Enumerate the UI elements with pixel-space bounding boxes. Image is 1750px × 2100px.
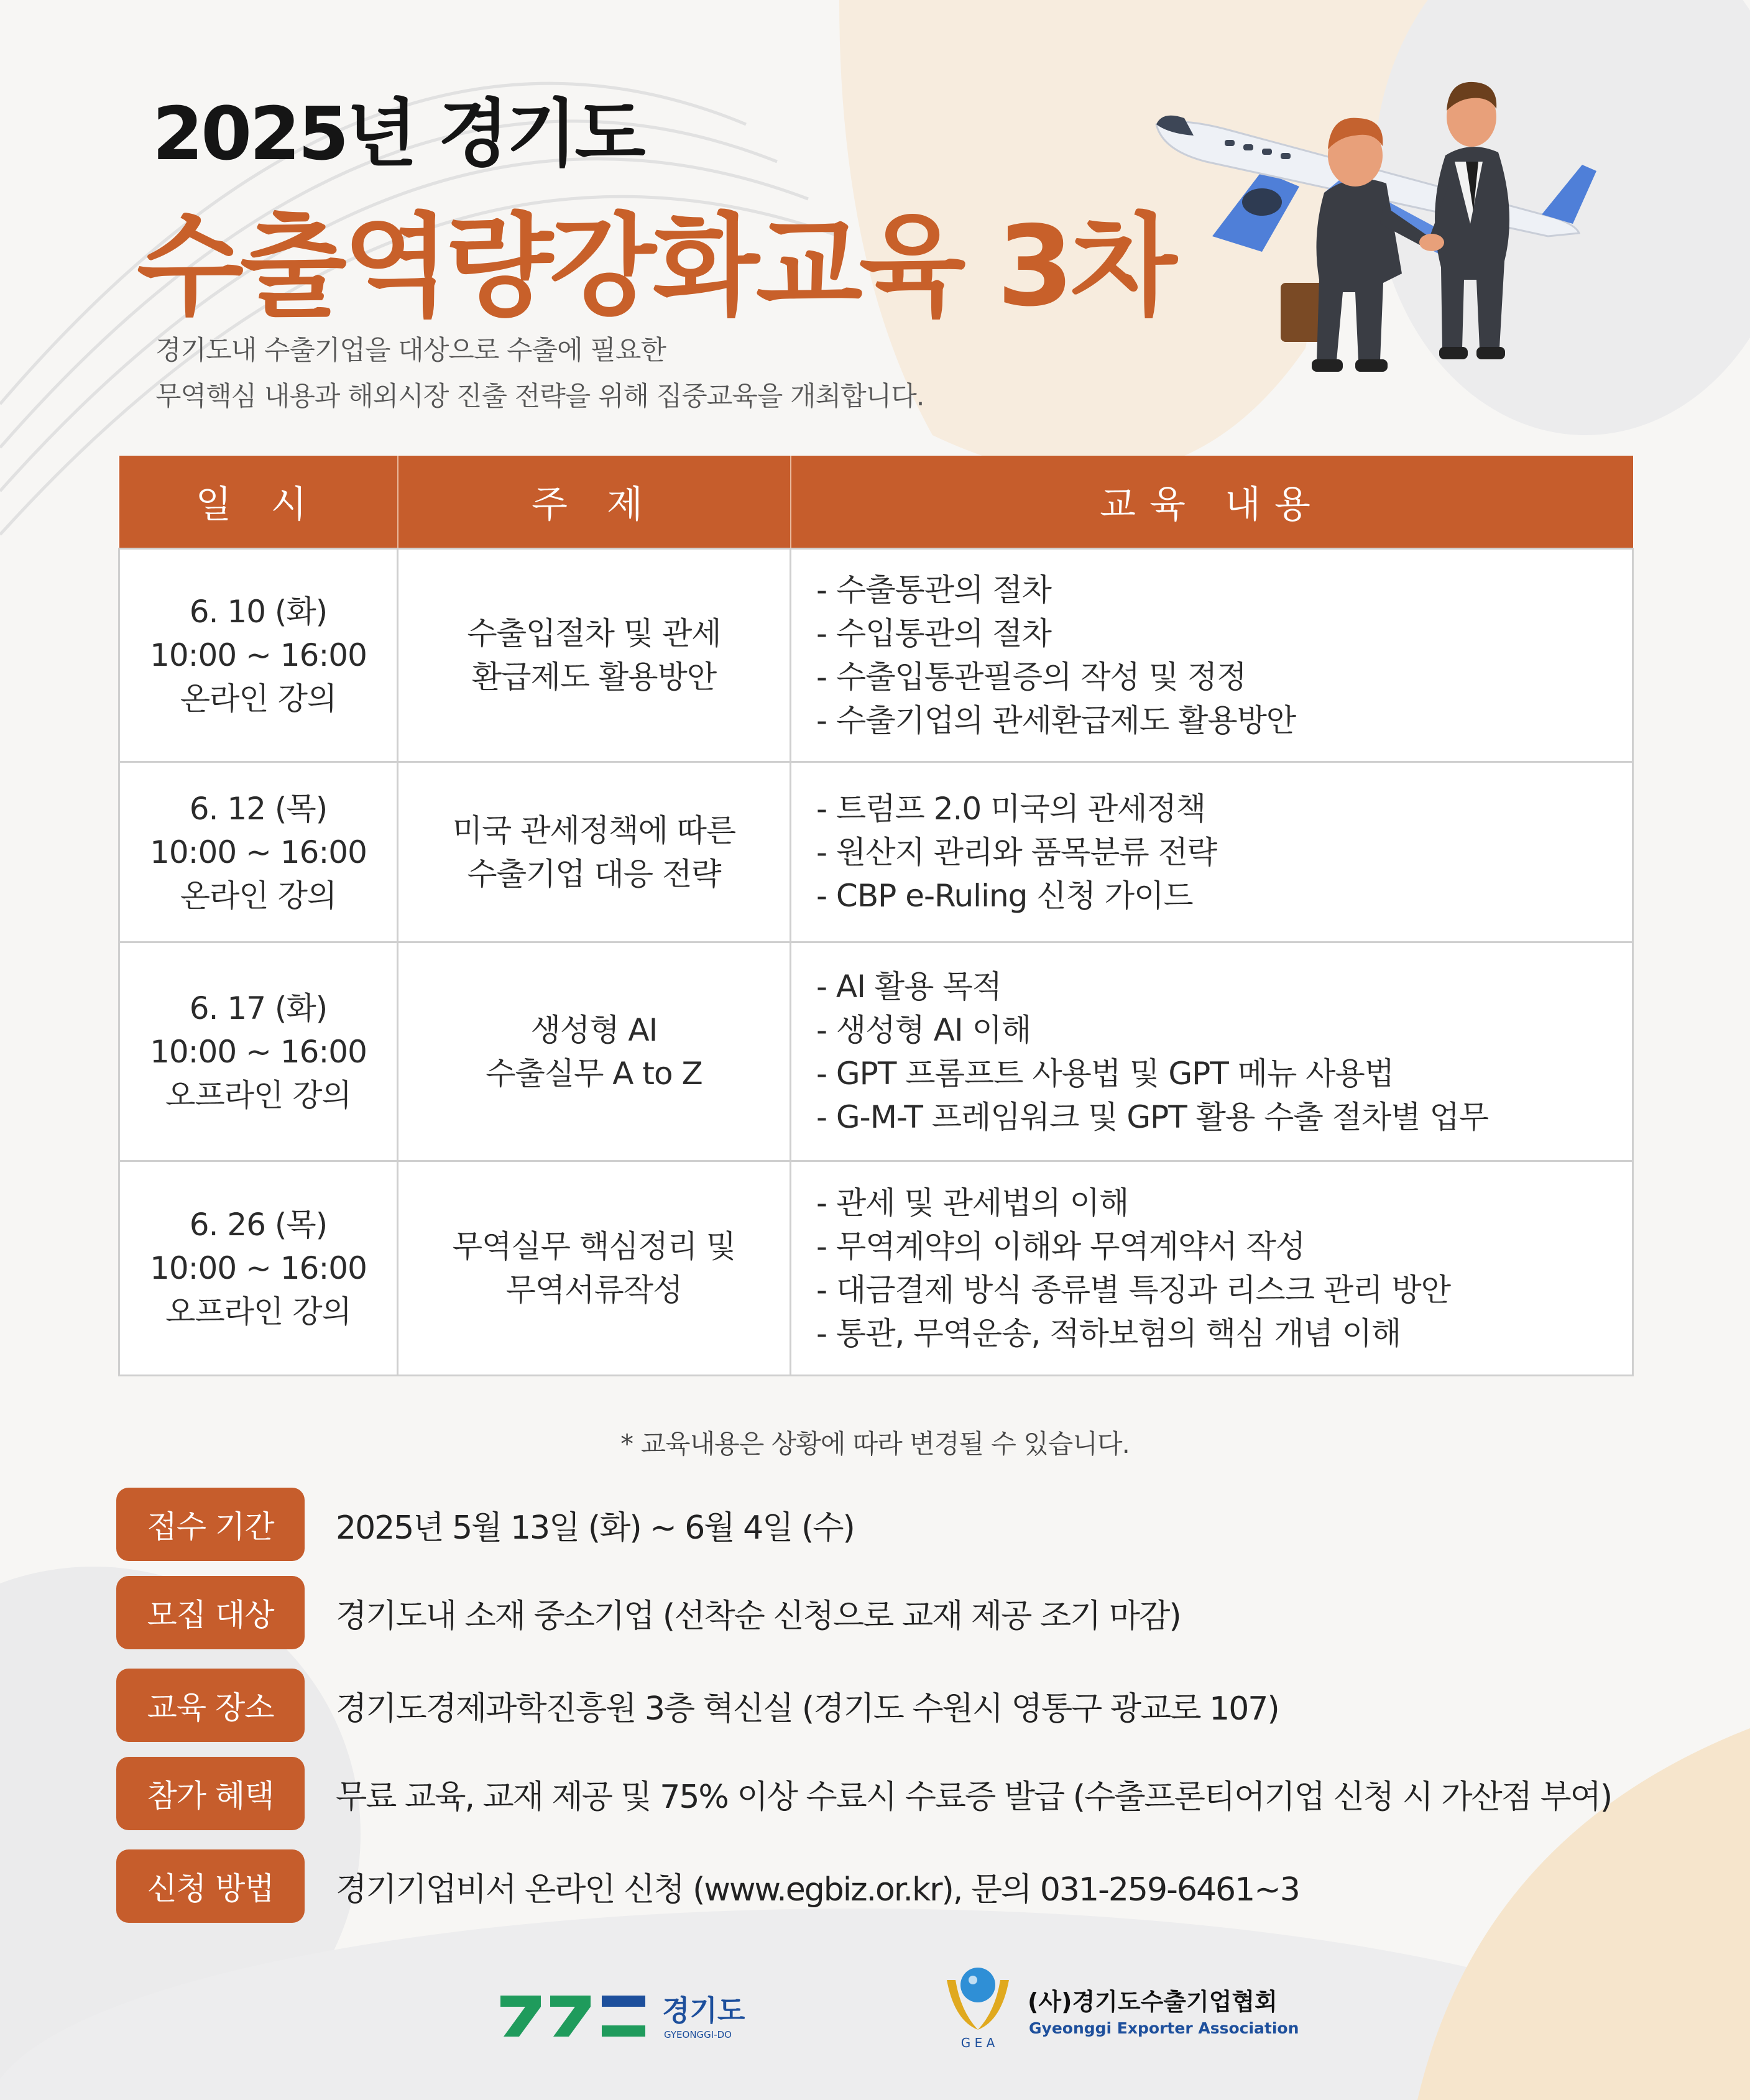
table-row (119, 1161, 1633, 1376)
content-item: - 생성형 AI 이해 (816, 1011, 1031, 1048)
topic-line: 무역실무 핵심정리 및 (452, 1228, 736, 1264)
info-value: 경기도내 소재 중소기업 (선착순 신청으로 교재 제공 조기 마감) (336, 1597, 1181, 1635)
info-row-registration-period (116, 1488, 854, 1561)
session-mode: 오프라인 강의 (165, 1077, 351, 1113)
content-item: - 관세 및 관세법의 이해 (816, 1185, 1129, 1221)
content-item: - CBP e-Ruling 신청 가이드 (816, 877, 1193, 914)
info-label-badge: 신청 방법 (116, 1849, 305, 1923)
content-item: - 트럼프 2.0 미국의 관세정책 (816, 790, 1206, 827)
gea-mark-text: G E A (960, 2035, 995, 2050)
content-item: - GPT 프롬프트 사용법 및 GPT 메뉴 사용법 (816, 1055, 1394, 1092)
info-value: 2025년 5월 13일 (화) ~ 6월 4일 (수) (336, 1509, 854, 1547)
info-row-benefits (116, 1757, 1611, 1830)
gyeonggi-logo-subtext: GYEONGGI-DO (664, 2029, 732, 2040)
column-header-topic: 주 제 (398, 456, 791, 549)
info-label-badge: 참가 혜택 (116, 1757, 305, 1830)
session-mode: 온라인 강의 (180, 681, 337, 717)
topic-line: 미국 관세정책에 따른 (452, 812, 736, 849)
session-date: 6. 17 (화) (189, 990, 328, 1026)
session-time: 10:00 ~ 16:00 (150, 1250, 367, 1286)
info-label-badge: 모집 대상 (116, 1576, 305, 1649)
info-row-location (116, 1669, 1279, 1742)
content-item: - AI 활용 목적 (816, 968, 1002, 1005)
intro-line-2: 무역핵심 내용과 해외시장 진출 전략을 위해 집중교육을 개최합니다. (155, 381, 924, 412)
content-item: - 수입통관의 절차 (816, 615, 1051, 652)
session-time: 10:00 ~ 16:00 (150, 834, 367, 870)
column-header-date: 일 시 (119, 456, 398, 549)
content-item: - 통관, 무역운송, 적하보험의 핵심 개념 이해 (816, 1315, 1401, 1352)
topic-line: 수출입절차 및 관세 (467, 615, 721, 652)
table-row (119, 942, 1633, 1161)
gea-logo-text: (사)경기도수출기업협회 (1028, 1988, 1278, 2015)
topic-line: 생성형 AI (530, 1011, 658, 1048)
session-mode: 온라인 강의 (180, 877, 337, 914)
schedule-date-cell (119, 1161, 398, 1376)
schedule-topic-cell (398, 549, 791, 762)
content-item: - 수출입통관필증의 작성 및 정정 (816, 659, 1246, 695)
topic-line: 환급제도 활용방안 (471, 659, 717, 695)
content-item: - G-M-T 프레임워크 및 GPT 활용 수출 절차별 업무 (816, 1098, 1489, 1135)
handshake-airplane-illustration (1119, 37, 1629, 392)
table-row (119, 762, 1633, 942)
table-header-row (119, 456, 1633, 549)
gyeonggi-do-logo (497, 1982, 783, 2044)
content-item: - 수출기업의 관세환급제도 활용방안 (816, 702, 1296, 739)
gyeonggi-logo-text: 경기도 (662, 1994, 745, 2027)
schedule-content-cell (791, 549, 1633, 762)
topic-line: 무역서류작성 (505, 1272, 683, 1308)
schedule-content-cell (791, 762, 1633, 942)
gea-logo-subtext: Gyeonggi Exporter Association (1029, 2019, 1299, 2037)
info-value: 경기기업비서 온라인 신청 (www.egbiz.or.kr), 문의 031-259-6461~3 (336, 1871, 1299, 1909)
schedule-date-cell (119, 762, 398, 942)
title-year-region: 2025년 경기도 (152, 91, 643, 177)
gea-association-logo (942, 1961, 1302, 2055)
info-value: 경기도경제과학진흥원 3층 혁신실 (경기도 수원시 영통구 광교로 107) (336, 1690, 1279, 1728)
schedule-topic-cell (398, 942, 791, 1161)
schedule-content-cell (791, 1161, 1633, 1376)
intro-line-1: 경기도내 수출기업을 대상으로 수출에 필요한 (155, 335, 666, 366)
session-time: 10:00 ~ 16:00 (150, 1033, 367, 1070)
schedule-table (118, 456, 1634, 1376)
session-time: 10:00 ~ 16:00 (150, 637, 367, 673)
schedule-change-note: * 교육내용은 상황에 따라 변경될 수 있습니다. (620, 1429, 1130, 1459)
schedule-topic-cell (398, 1161, 791, 1376)
schedule-topic-cell (398, 762, 791, 942)
info-label-badge: 교육 장소 (116, 1669, 305, 1742)
page-title: 수출역량강화교육 3차 (137, 202, 1174, 331)
info-row-application (116, 1849, 1299, 1923)
table-row (119, 549, 1633, 762)
content-item: - 대금결제 방식 종류별 특징과 리스크 관리 방안 (816, 1272, 1450, 1308)
column-header-content: 교육 내용 (791, 456, 1633, 549)
schedule-content-cell (791, 942, 1633, 1161)
content-item: - 수출통관의 절차 (816, 572, 1051, 608)
schedule-date-cell (119, 942, 398, 1161)
schedule-date-cell (119, 549, 398, 762)
info-row-target (116, 1576, 1181, 1649)
info-value: 무료 교육, 교재 제공 및 75% 이상 수료시 수료증 발급 (수출프론티어기업 신청 시 가산점 부여) (336, 1778, 1612, 1816)
content-item: - 무역계약의 이해와 무역계약서 작성 (816, 1228, 1306, 1264)
info-label-badge: 접수 기간 (116, 1488, 305, 1561)
content-item: - 원산지 관리와 품목분류 전략 (816, 834, 1217, 870)
topic-line: 수출기업 대응 전략 (467, 855, 721, 892)
topic-line: 수출실무 A to Z (486, 1055, 702, 1092)
session-date: 6. 12 (목) (189, 790, 328, 827)
session-date: 6. 10 (화) (189, 594, 328, 630)
session-date: 6. 26 (목) (189, 1207, 328, 1243)
session-mode: 오프라인 강의 (165, 1294, 351, 1330)
